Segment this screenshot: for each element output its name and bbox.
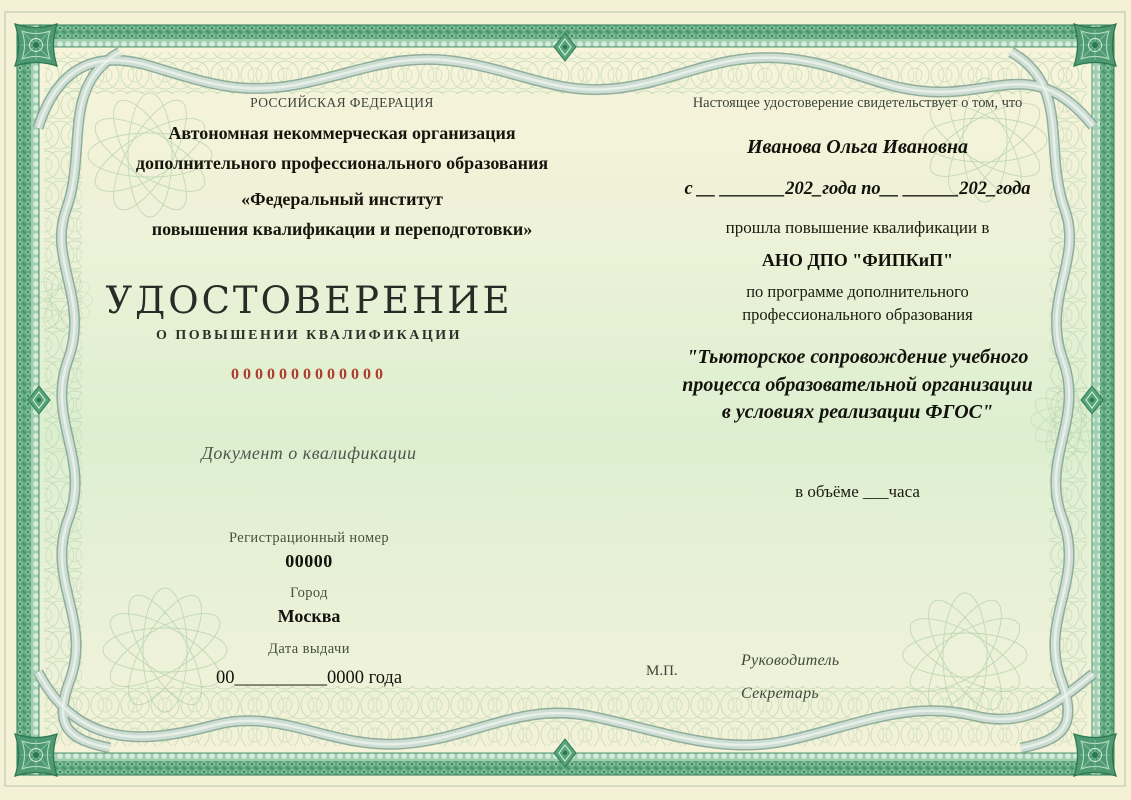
institute-name-line1: «Федеральный институт (241, 189, 443, 209)
program-intro (630, 280, 1085, 326)
program-title-line1: "Тьюторское сопровождение учебного (686, 346, 1029, 368)
program-title-line3: в условиях реализации ФГОС" (721, 401, 994, 423)
organization-type-line2: дополнительного профессионального образования (135, 153, 549, 173)
registration-number-value: 00000 (285, 551, 333, 571)
serial-number: 0000000000000 (231, 366, 387, 383)
secretary-signature-label: Секретарь (741, 685, 819, 702)
document-kind: Документ о квалификации (201, 443, 417, 463)
statement-text: Настоящее удостоверение свидетельствует о том, что (692, 95, 1023, 111)
organization-type-line1: Автономная некоммерческая организация (168, 123, 516, 143)
head-signature-label: Руководитель (741, 652, 840, 669)
certificate-subtitle: О ПОВЫШЕНИИ КВАЛИФИКАЦИИ (155, 328, 463, 343)
issue-date-label: Дата выдачи (268, 641, 350, 657)
certificate-title: УДОСТОВЕРЕНИЕ (105, 279, 513, 322)
issue-date-value: 00__________0000 года (215, 668, 403, 688)
issuing-organization: АНО ДПО "ФИПКиП" (761, 250, 954, 270)
city-value: Москва (277, 606, 341, 626)
organization-type (112, 118, 572, 178)
institute-name (112, 184, 572, 244)
training-period: с __ _______202_года по__ ______202_года (684, 179, 1031, 199)
registration-number-label: Регистрационный номер (228, 530, 390, 546)
volume-text: в объёме ___часа (795, 482, 920, 501)
program-intro-line1: по программе дополнительного (746, 282, 969, 301)
holder-name: Иванова Ольга Ивановна (747, 136, 968, 158)
program-intro-line2: профессионального образования (742, 305, 973, 324)
city-label: Город (290, 585, 328, 601)
program-title-line2: процесса образовательной организации (682, 373, 1033, 396)
stamp-place: М.П. (646, 663, 678, 679)
completion-text: прошла повышение квалификации в (725, 218, 990, 237)
country-label: РОССИЙСКАЯ ФЕДЕРАЦИЯ (250, 95, 434, 110)
institute-name-line2: повышения квалификации и переподготовки» (151, 219, 533, 239)
program-title (630, 344, 1085, 427)
